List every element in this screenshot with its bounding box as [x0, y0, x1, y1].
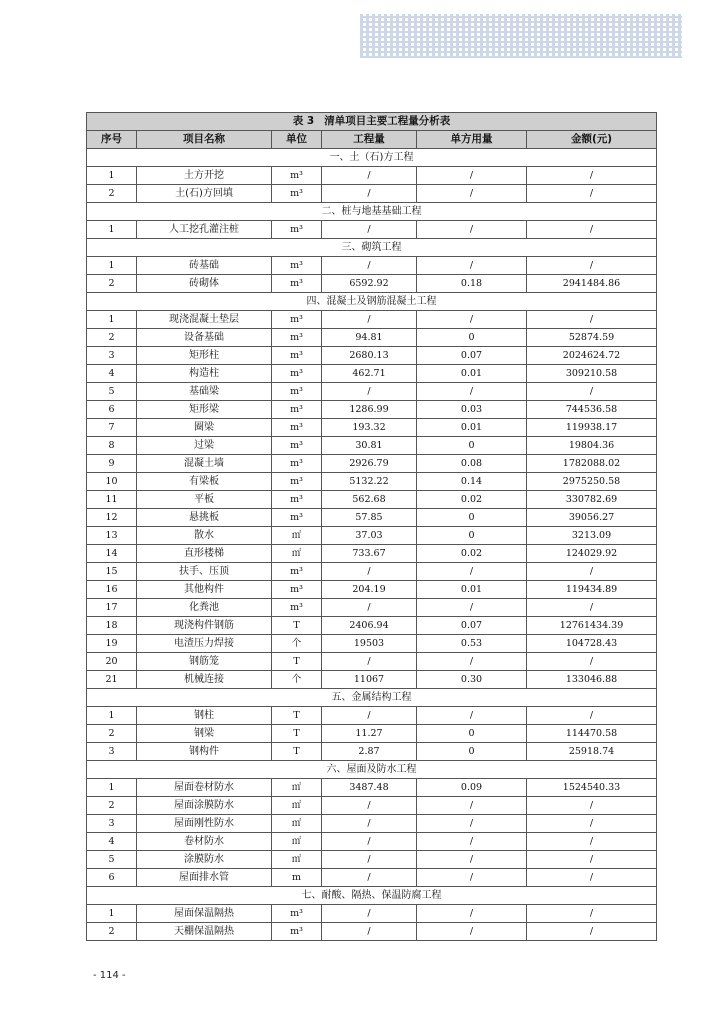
- cell-unit: ㎡: [272, 545, 322, 563]
- cell-quantity: 562.68: [322, 491, 417, 509]
- table-row: [87, 419, 657, 437]
- cell-quantity: 5132.22: [322, 473, 417, 491]
- table-row: [87, 653, 657, 671]
- cell-seq: 6: [87, 869, 137, 887]
- table-row: [87, 563, 657, 581]
- table-row: [87, 167, 657, 185]
- cell-unit: m³: [272, 563, 322, 581]
- cell-unit: m³: [272, 419, 322, 437]
- table-header-row: [87, 131, 657, 149]
- cell-seq: 17: [87, 599, 137, 617]
- cell-quantity: /: [322, 257, 417, 275]
- cell-unit: m³: [272, 221, 322, 239]
- table-row: [87, 617, 657, 635]
- cell-unit-usage: 0.02: [417, 491, 527, 509]
- cell-quantity: 733.67: [322, 545, 417, 563]
- cell-amount: /: [527, 851, 657, 869]
- cell-unit: m³: [272, 185, 322, 203]
- cell-unit: ㎡: [272, 527, 322, 545]
- cell-item-name: 散水: [137, 527, 272, 545]
- cell-amount: 104728.43: [527, 635, 657, 653]
- cell-amount: 2941484.86: [527, 275, 657, 293]
- cell-item-name: 电渣压力焊接: [137, 635, 272, 653]
- cell-seq: 5: [87, 851, 137, 869]
- cell-item-name: 其他构件: [137, 581, 272, 599]
- cell-seq: 2: [87, 725, 137, 743]
- cell-unit-usage: /: [417, 797, 527, 815]
- table-row: [87, 347, 657, 365]
- cell-unit: T: [272, 617, 322, 635]
- table-row: [87, 365, 657, 383]
- cell-unit-usage: /: [417, 851, 527, 869]
- cell-unit-usage: /: [417, 221, 527, 239]
- cell-seq: 14: [87, 545, 137, 563]
- cell-unit: ㎡: [272, 797, 322, 815]
- cell-quantity: 1286.99: [322, 401, 417, 419]
- cell-quantity: 37.03: [322, 527, 417, 545]
- cell-unit: m³: [272, 473, 322, 491]
- cell-quantity: /: [322, 707, 417, 725]
- section-row: [87, 239, 657, 257]
- cell-quantity: /: [322, 653, 417, 671]
- cell-unit-usage: /: [417, 383, 527, 401]
- cell-amount: /: [527, 257, 657, 275]
- cell-unit-usage: /: [417, 869, 527, 887]
- cell-quantity: /: [322, 905, 417, 923]
- cell-unit-usage: 0: [417, 437, 527, 455]
- cell-item-name: 矩形柱: [137, 347, 272, 365]
- cell-quantity: /: [322, 815, 417, 833]
- cell-amount: 2975250.58: [527, 473, 657, 491]
- cell-quantity: 193.32: [322, 419, 417, 437]
- cell-item-name: 屋面卷材防水: [137, 779, 272, 797]
- cell-unit-usage: /: [417, 599, 527, 617]
- table-row: [87, 545, 657, 563]
- cell-amount: /: [527, 563, 657, 581]
- cell-unit-usage: 0.07: [417, 617, 527, 635]
- table-row: [87, 509, 657, 527]
- table-title: [87, 113, 657, 131]
- cell-unit-usage: 0.09: [417, 779, 527, 797]
- cell-seq: 5: [87, 383, 137, 401]
- table-row: [87, 797, 657, 815]
- cell-item-name: 直形楼梯: [137, 545, 272, 563]
- cell-unit: m³: [272, 257, 322, 275]
- cell-seq: 3: [87, 347, 137, 365]
- cell-seq: 8: [87, 437, 137, 455]
- cell-unit-usage: 0.30: [417, 671, 527, 689]
- table-row: [87, 599, 657, 617]
- table-row: [87, 725, 657, 743]
- cell-item-name: 钢梁: [137, 725, 272, 743]
- cell-amount: /: [527, 653, 657, 671]
- cell-item-name: 屋面排水管: [137, 869, 272, 887]
- cell-amount: /: [527, 869, 657, 887]
- cell-item-name: 卷材防水: [137, 833, 272, 851]
- cell-amount: 119938.17: [527, 419, 657, 437]
- table-row: [87, 905, 657, 923]
- cell-seq: 1: [87, 779, 137, 797]
- cell-unit-usage: /: [417, 815, 527, 833]
- cell-unit-usage: /: [417, 563, 527, 581]
- cell-amount: 119434.89: [527, 581, 657, 599]
- cell-quantity: 2.87: [322, 743, 417, 761]
- cell-item-name: 土(石)方回填: [137, 185, 272, 203]
- cell-unit-usage: /: [417, 905, 527, 923]
- cell-unit-usage: 0.01: [417, 581, 527, 599]
- cell-unit-usage: /: [417, 185, 527, 203]
- cell-seq: 1: [87, 905, 137, 923]
- cell-unit-usage: 0: [417, 527, 527, 545]
- section-title: 三、砌筑工程: [87, 239, 657, 257]
- section-title: 四、混凝土及钢筋混凝土工程: [87, 293, 657, 311]
- cell-quantity: /: [322, 923, 417, 941]
- header-quantity: 工程量: [322, 131, 417, 149]
- cell-seq: 1: [87, 167, 137, 185]
- cell-unit-usage: 0.01: [417, 365, 527, 383]
- cell-quantity: 19503: [322, 635, 417, 653]
- cell-amount: 12761434.39: [527, 617, 657, 635]
- cell-quantity: 462.71: [322, 365, 417, 383]
- table-row: [87, 923, 657, 941]
- cell-unit: m³: [272, 329, 322, 347]
- cell-unit: 个: [272, 635, 322, 653]
- cell-amount: 114470.58: [527, 725, 657, 743]
- cell-unit: m³: [272, 923, 322, 941]
- cell-unit-usage: 0.01: [417, 419, 527, 437]
- cell-seq: 20: [87, 653, 137, 671]
- cell-unit: m³: [272, 455, 322, 473]
- cell-quantity: 94.81: [322, 329, 417, 347]
- cell-unit-usage: /: [417, 707, 527, 725]
- cell-amount: 19804.36: [527, 437, 657, 455]
- section-row: [87, 689, 657, 707]
- header-amount: 金额(元): [527, 131, 657, 149]
- cell-seq: 13: [87, 527, 137, 545]
- cell-item-name: 屋面刚性防水: [137, 815, 272, 833]
- cell-amount: 25918.74: [527, 743, 657, 761]
- cell-seq: 1: [87, 257, 137, 275]
- section-title: 二、桩与地基基础工程: [87, 203, 657, 221]
- table-body: [87, 149, 657, 941]
- table-row: [87, 257, 657, 275]
- cell-unit: ㎡: [272, 779, 322, 797]
- cell-quantity: /: [322, 185, 417, 203]
- cell-seq: 7: [87, 419, 137, 437]
- cell-seq: 19: [87, 635, 137, 653]
- table-title-row: [87, 113, 657, 131]
- cell-item-name: 设备基础: [137, 329, 272, 347]
- cell-item-name: 屋面涂膜防水: [137, 797, 272, 815]
- cell-seq: 2: [87, 329, 137, 347]
- table-row: [87, 311, 657, 329]
- header-item-name: 项目名称: [137, 131, 272, 149]
- cell-seq: 3: [87, 743, 137, 761]
- cell-amount: 330782.69: [527, 491, 657, 509]
- cell-item-name: 砖砌体: [137, 275, 272, 293]
- cell-unit: m³: [272, 383, 322, 401]
- cell-seq: 1: [87, 707, 137, 725]
- cell-unit: T: [272, 707, 322, 725]
- cell-unit-usage: 0: [417, 743, 527, 761]
- cell-unit-usage: /: [417, 833, 527, 851]
- cell-unit-usage: /: [417, 257, 527, 275]
- header-decoration-pattern: [360, 14, 682, 58]
- cell-unit: m³: [272, 311, 322, 329]
- cell-amount: 309210.58: [527, 365, 657, 383]
- cell-amount: /: [527, 905, 657, 923]
- table-row: [87, 437, 657, 455]
- cell-item-name: 化粪池: [137, 599, 272, 617]
- cell-quantity: 6592.92: [322, 275, 417, 293]
- cell-item-name: 天棚保温隔热: [137, 923, 272, 941]
- cell-amount: 1524540.33: [527, 779, 657, 797]
- cell-item-name: 混凝土墙: [137, 455, 272, 473]
- cell-seq: 2: [87, 797, 137, 815]
- table-row: [87, 275, 657, 293]
- cell-amount: /: [527, 707, 657, 725]
- cell-quantity: /: [322, 833, 417, 851]
- cell-amount: /: [527, 599, 657, 617]
- cell-amount: /: [527, 221, 657, 239]
- cell-item-name: 钢筋笼: [137, 653, 272, 671]
- cell-item-name: 机械连接: [137, 671, 272, 689]
- cell-item-name: 扶手、压顶: [137, 563, 272, 581]
- quantity-analysis-table: [86, 112, 657, 941]
- table-row: [87, 815, 657, 833]
- cell-quantity: /: [322, 797, 417, 815]
- cell-unit-usage: 0.18: [417, 275, 527, 293]
- cell-seq: 6: [87, 401, 137, 419]
- cell-unit: T: [272, 725, 322, 743]
- cell-seq: 2: [87, 923, 137, 941]
- cell-amount: /: [527, 383, 657, 401]
- table-row: [87, 635, 657, 653]
- cell-seq: 2: [87, 275, 137, 293]
- cell-seq: 2: [87, 185, 137, 203]
- cell-unit-usage: 0: [417, 725, 527, 743]
- section-row: [87, 149, 657, 167]
- table-row: [87, 329, 657, 347]
- table-title-text: 清单项目主要工程量分析表: [324, 115, 451, 127]
- cell-amount: /: [527, 167, 657, 185]
- cell-unit: 个: [272, 671, 322, 689]
- cell-unit-usage: 0.53: [417, 635, 527, 653]
- table-row: [87, 491, 657, 509]
- cell-amount: 52874.59: [527, 329, 657, 347]
- header-seq: 序号: [87, 131, 137, 149]
- cell-unit-usage: /: [417, 167, 527, 185]
- cell-unit: m³: [272, 167, 322, 185]
- cell-unit-usage: 0.14: [417, 473, 527, 491]
- cell-unit: ㎡: [272, 833, 322, 851]
- cell-unit: m³: [272, 437, 322, 455]
- cell-seq: 18: [87, 617, 137, 635]
- cell-quantity: /: [322, 221, 417, 239]
- cell-amount: /: [527, 185, 657, 203]
- table-row: [87, 833, 657, 851]
- cell-item-name: 现浇混凝土垫层: [137, 311, 272, 329]
- section-title: 一、土（石)方工程: [87, 149, 657, 167]
- cell-item-name: 圈梁: [137, 419, 272, 437]
- cell-quantity: /: [322, 383, 417, 401]
- cell-item-name: 有梁板: [137, 473, 272, 491]
- cell-seq: 16: [87, 581, 137, 599]
- cell-amount: /: [527, 311, 657, 329]
- cell-unit-usage: 0.08: [417, 455, 527, 473]
- cell-item-name: 屋面保温隔热: [137, 905, 272, 923]
- cell-unit: m³: [272, 581, 322, 599]
- cell-quantity: 2680.13: [322, 347, 417, 365]
- cell-item-name: 砖基础: [137, 257, 272, 275]
- cell-item-name: 钢构件: [137, 743, 272, 761]
- table-row: [87, 707, 657, 725]
- cell-unit: m³: [272, 599, 322, 617]
- cell-quantity: /: [322, 851, 417, 869]
- table-row: [87, 743, 657, 761]
- cell-unit-usage: 0: [417, 509, 527, 527]
- table-row: [87, 383, 657, 401]
- cell-quantity: /: [322, 599, 417, 617]
- cell-seq: 12: [87, 509, 137, 527]
- cell-unit-usage: /: [417, 311, 527, 329]
- table-row: [87, 581, 657, 599]
- cell-item-name: 悬挑板: [137, 509, 272, 527]
- cell-amount: 3213.09: [527, 527, 657, 545]
- cell-amount: 744536.58: [527, 401, 657, 419]
- section-title: 七、耐酸、隔热、保温防腐工程: [87, 887, 657, 905]
- cell-quantity: 30.81: [322, 437, 417, 455]
- cell-unit-usage: /: [417, 653, 527, 671]
- cell-quantity: /: [322, 167, 417, 185]
- section-title: 五、金属结构工程: [87, 689, 657, 707]
- cell-amount: /: [527, 797, 657, 815]
- cell-quantity: 11067: [322, 671, 417, 689]
- cell-item-name: 平板: [137, 491, 272, 509]
- cell-seq: 21: [87, 671, 137, 689]
- cell-item-name: 钢柱: [137, 707, 272, 725]
- cell-amount: 1782088.02: [527, 455, 657, 473]
- header-unit: 单位: [272, 131, 322, 149]
- table-row: [87, 221, 657, 239]
- cell-unit: T: [272, 653, 322, 671]
- cell-quantity: 2926.79: [322, 455, 417, 473]
- cell-unit-usage: 0.02: [417, 545, 527, 563]
- cell-quantity: /: [322, 311, 417, 329]
- cell-unit: m³: [272, 509, 322, 527]
- cell-unit: ㎡: [272, 815, 322, 833]
- cell-unit-usage: 0.07: [417, 347, 527, 365]
- cell-seq: 9: [87, 455, 137, 473]
- cell-amount: 124029.92: [527, 545, 657, 563]
- cell-quantity: 204.19: [322, 581, 417, 599]
- cell-item-name: 基础梁: [137, 383, 272, 401]
- table-row: [87, 779, 657, 797]
- cell-unit: m³: [272, 275, 322, 293]
- cell-seq: 1: [87, 311, 137, 329]
- table-row: [87, 185, 657, 203]
- cell-seq: 10: [87, 473, 137, 491]
- cell-item-name: 构造柱: [137, 365, 272, 383]
- section-row: [87, 761, 657, 779]
- cell-amount: /: [527, 923, 657, 941]
- table-row: [87, 401, 657, 419]
- cell-item-name: 涂膜防水: [137, 851, 272, 869]
- cell-amount: 2024624.72: [527, 347, 657, 365]
- table-row: [87, 527, 657, 545]
- table-row: [87, 455, 657, 473]
- cell-unit: T: [272, 743, 322, 761]
- cell-item-name: 现浇构件钢筋: [137, 617, 272, 635]
- table-row: [87, 671, 657, 689]
- cell-seq: 4: [87, 365, 137, 383]
- cell-quantity: /: [322, 869, 417, 887]
- cell-amount: 39056.27: [527, 509, 657, 527]
- table-row: [87, 851, 657, 869]
- cell-seq: 1: [87, 221, 137, 239]
- cell-seq: 3: [87, 815, 137, 833]
- page-number: - 114 -: [93, 970, 126, 981]
- cell-unit: m³: [272, 347, 322, 365]
- cell-item-name: 人工挖孔灌注桩: [137, 221, 272, 239]
- section-row: [87, 203, 657, 221]
- cell-quantity: 57.85: [322, 509, 417, 527]
- cell-quantity: 11.27: [322, 725, 417, 743]
- cell-amount: /: [527, 833, 657, 851]
- cell-amount: 133046.88: [527, 671, 657, 689]
- cell-quantity: 2406.94: [322, 617, 417, 635]
- cell-quantity: /: [322, 563, 417, 581]
- cell-unit: m³: [272, 491, 322, 509]
- section-title: 六、屋面及防水工程: [87, 761, 657, 779]
- cell-unit-usage: /: [417, 923, 527, 941]
- cell-item-name: 矩形梁: [137, 401, 272, 419]
- cell-item-name: 过梁: [137, 437, 272, 455]
- cell-unit-usage: 0.03: [417, 401, 527, 419]
- cell-unit: ㎡: [272, 851, 322, 869]
- cell-unit: m: [272, 869, 322, 887]
- section-row: [87, 293, 657, 311]
- cell-seq: 4: [87, 833, 137, 851]
- cell-unit-usage: 0: [417, 329, 527, 347]
- cell-unit: m³: [272, 365, 322, 383]
- cell-unit: m³: [272, 905, 322, 923]
- section-row: [87, 887, 657, 905]
- table-row: [87, 473, 657, 491]
- cell-amount: /: [527, 815, 657, 833]
- cell-quantity: 3487.48: [322, 779, 417, 797]
- cell-seq: 11: [87, 491, 137, 509]
- table-row: [87, 869, 657, 887]
- cell-item-name: 土方开挖: [137, 167, 272, 185]
- cell-unit: m³: [272, 401, 322, 419]
- table-number: 表 3: [292, 115, 315, 127]
- cell-seq: 15: [87, 563, 137, 581]
- header-unit-usage: 单方用量: [417, 131, 527, 149]
